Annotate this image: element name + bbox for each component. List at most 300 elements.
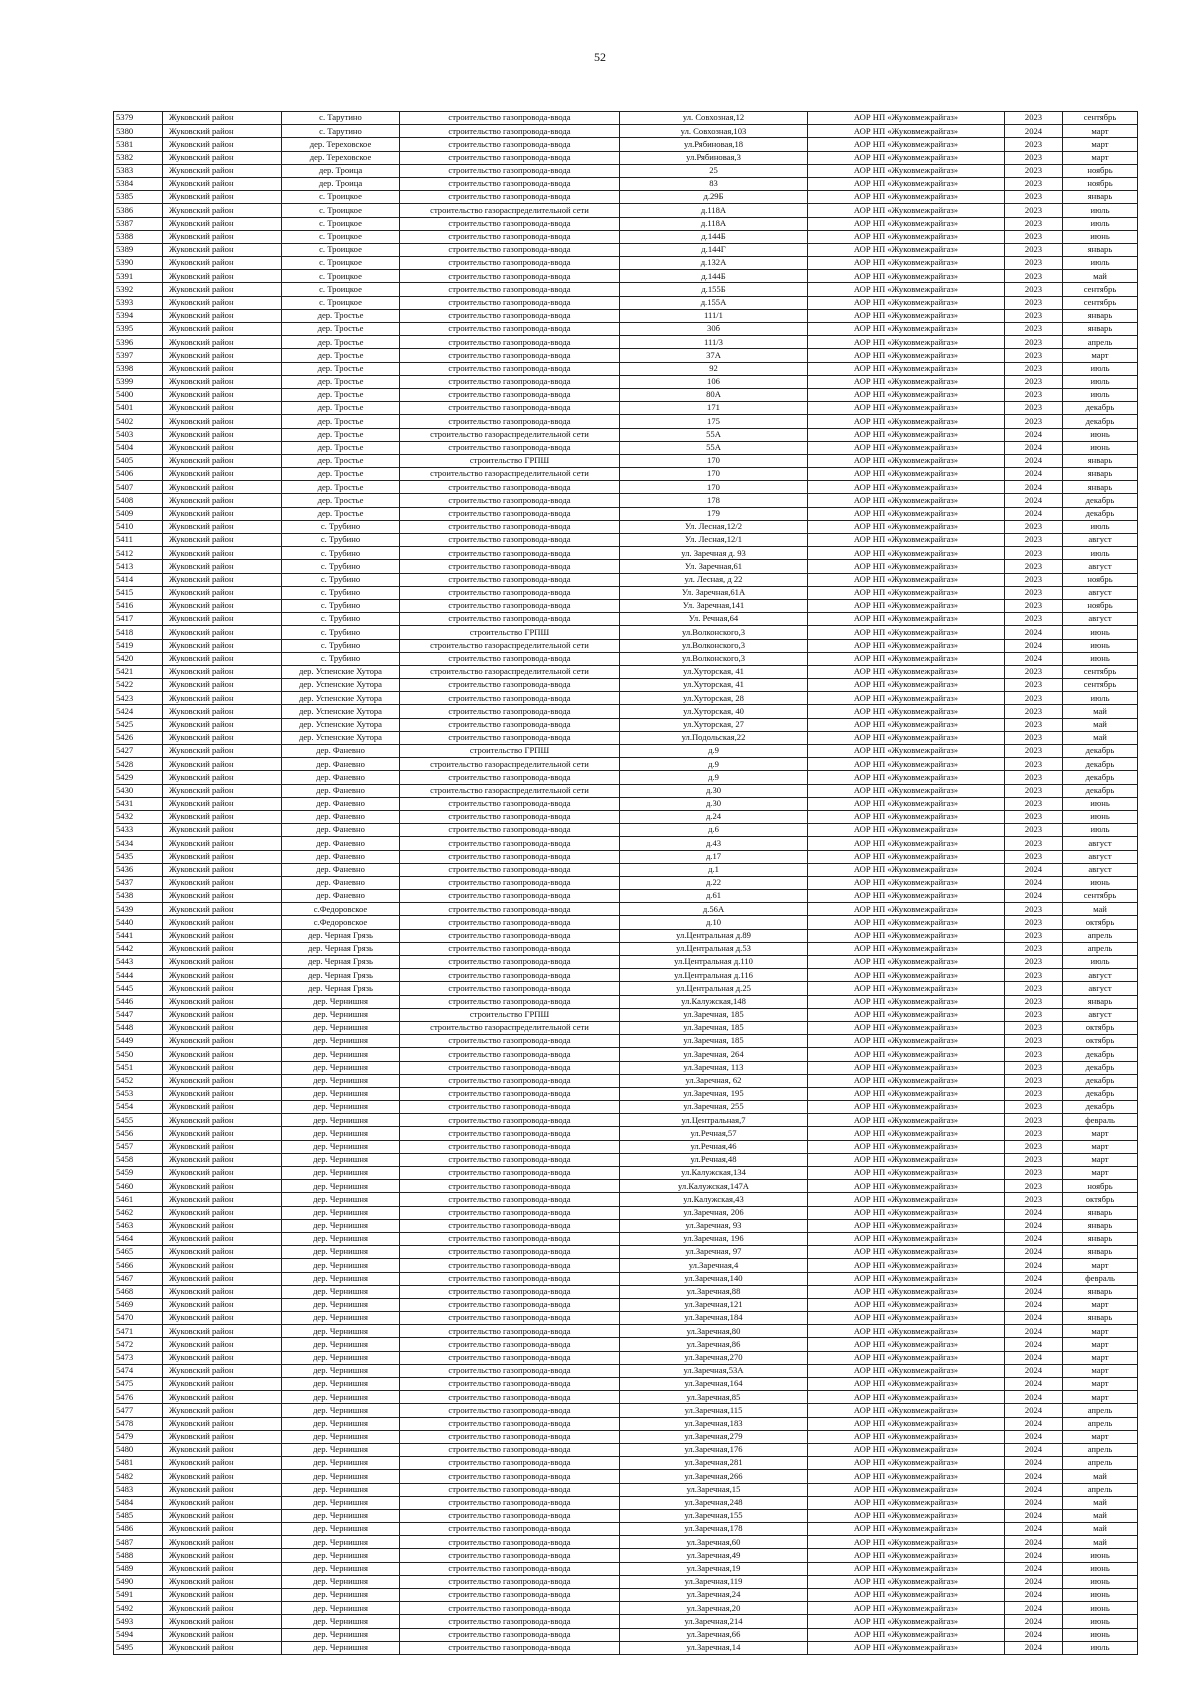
table-row — [114, 586, 1138, 599]
year-cell: 2023 — [1005, 1087, 1063, 1100]
district-cell: Жуковский район — [163, 784, 282, 797]
table-row — [114, 942, 1138, 955]
month-cell: май — [1063, 1523, 1138, 1536]
work-type-cell: строительство газопровода-ввода — [400, 441, 620, 454]
work-type-cell: строительство газораспределительной сети — [400, 204, 620, 217]
district-cell: Жуковский район — [163, 665, 282, 678]
year-cell: 2024 — [1005, 441, 1063, 454]
address-cell: ул.Речная,46 — [620, 1140, 808, 1153]
row-number: 5465 — [114, 1246, 163, 1259]
table-row — [114, 1430, 1138, 1443]
settlement-cell: дер. Успенские Хутора — [282, 718, 400, 731]
address-cell: 37А — [620, 349, 808, 362]
contractor-cell: АОР НП «Жуковмежрайгаз» — [808, 1219, 1005, 1232]
month-cell: январь — [1063, 1206, 1138, 1219]
month-cell: январь — [1063, 481, 1138, 494]
district-cell: Жуковский район — [163, 1298, 282, 1311]
work-type-cell: строительство газопровода-ввода — [400, 1167, 620, 1180]
year-cell: 2024 — [1005, 1417, 1063, 1430]
table-row — [114, 1219, 1138, 1232]
year-cell: 2024 — [1005, 890, 1063, 903]
row-number: 5389 — [114, 243, 163, 256]
contractor-cell: АОР НП «Жуковмежрайгаз» — [808, 1021, 1005, 1034]
month-cell: июль — [1063, 204, 1138, 217]
address-cell: ул.Речная,48 — [620, 1153, 808, 1166]
year-cell: 2024 — [1005, 863, 1063, 876]
work-type-cell: строительство газопровода-ввода — [400, 349, 620, 362]
month-cell: декабрь — [1063, 784, 1138, 797]
year-cell: 2023 — [1005, 204, 1063, 217]
work-type-cell: строительство газопровода-ввода — [400, 534, 620, 547]
row-number: 5481 — [114, 1457, 163, 1470]
table-row — [114, 758, 1138, 771]
address-cell: ул.Заречная,15 — [620, 1483, 808, 1496]
month-cell: сентябрь — [1063, 283, 1138, 296]
year-cell: 2024 — [1005, 1272, 1063, 1285]
contractor-cell: АОР НП «Жуковмежрайгаз» — [808, 1140, 1005, 1153]
month-cell: январь — [1063, 243, 1138, 256]
district-cell: Жуковский район — [163, 336, 282, 349]
row-number: 5479 — [114, 1430, 163, 1443]
work-type-cell: строительство газопровода-ввода — [400, 956, 620, 969]
table-row — [114, 362, 1138, 375]
address-cell: 175 — [620, 415, 808, 428]
year-cell: 2023 — [1005, 1048, 1063, 1061]
month-cell: декабрь — [1063, 771, 1138, 784]
work-type-cell: строительство газопровода-ввода — [400, 375, 620, 388]
district-cell: Жуковский район — [163, 1562, 282, 1575]
table-row — [114, 507, 1138, 520]
work-type-cell: строительство газопровода-ввода — [400, 415, 620, 428]
district-cell: Жуковский район — [163, 1483, 282, 1496]
row-number: 5488 — [114, 1549, 163, 1562]
contractor-cell: АОР НП «Жуковмежрайгаз» — [808, 731, 1005, 744]
settlement-cell: дер. Чернишня — [282, 1641, 400, 1654]
row-number: 5442 — [114, 942, 163, 955]
year-cell: 2023 — [1005, 718, 1063, 731]
contractor-cell: АОР НП «Жуковмежрайгаз» — [808, 1259, 1005, 1272]
table-row — [114, 1074, 1138, 1087]
table-row — [114, 1351, 1138, 1364]
work-type-cell: строительство газопровода-ввода — [400, 1087, 620, 1100]
month-cell: апрель — [1063, 942, 1138, 955]
row-number: 5483 — [114, 1483, 163, 1496]
row-number: 5439 — [114, 903, 163, 916]
year-cell: 2023 — [1005, 995, 1063, 1008]
district-cell: Жуковский район — [163, 745, 282, 758]
work-type-cell: строительство газопровода-ввода — [400, 1378, 620, 1391]
district-cell: Жуковский район — [163, 454, 282, 467]
month-cell: июнь — [1063, 230, 1138, 243]
address-cell: ул.Хуторская, 41 — [620, 679, 808, 692]
year-cell: 2023 — [1005, 797, 1063, 810]
table-row — [114, 639, 1138, 652]
row-number: 5383 — [114, 164, 163, 177]
row-number: 5403 — [114, 428, 163, 441]
row-number: 5443 — [114, 956, 163, 969]
address-cell: Ул. Лесная,12/2 — [620, 520, 808, 533]
address-cell: 170 — [620, 481, 808, 494]
year-cell: 2024 — [1005, 1232, 1063, 1245]
settlement-cell: дер. Чернишня — [282, 1602, 400, 1615]
table-row — [114, 164, 1138, 177]
year-cell: 2024 — [1005, 639, 1063, 652]
district-cell: Жуковский район — [163, 375, 282, 388]
contractor-cell: АОР НП «Жуковмежрайгаз» — [808, 1101, 1005, 1114]
table-row — [114, 903, 1138, 916]
district-cell: Жуковский район — [163, 243, 282, 256]
address-cell: ул.Заречная, 206 — [620, 1206, 808, 1219]
row-number: 5492 — [114, 1602, 163, 1615]
year-cell: 2024 — [1005, 1523, 1063, 1536]
row-number: 5489 — [114, 1562, 163, 1575]
settlement-cell: с. Трубино — [282, 520, 400, 533]
district-cell: Жуковский район — [163, 1140, 282, 1153]
row-number: 5400 — [114, 388, 163, 401]
year-cell: 2024 — [1005, 1364, 1063, 1377]
settlement-cell: дер. Чернишня — [282, 1549, 400, 1562]
table-row — [114, 824, 1138, 837]
address-cell: ул.Хуторская, 28 — [620, 692, 808, 705]
address-cell: ул.Рябиновая,18 — [620, 138, 808, 151]
table-row — [114, 1338, 1138, 1351]
year-cell: 2024 — [1005, 494, 1063, 507]
year-cell: 2023 — [1005, 270, 1063, 283]
work-type-cell: строительство газопровода-ввода — [400, 679, 620, 692]
district-cell: Жуковский район — [163, 1219, 282, 1232]
row-number: 5399 — [114, 375, 163, 388]
year-cell: 2024 — [1005, 1470, 1063, 1483]
contractor-cell: АОР НП «Жуковмежрайгаз» — [808, 151, 1005, 164]
settlement-cell: дер. Чернишня — [282, 1378, 400, 1391]
month-cell: декабрь — [1063, 745, 1138, 758]
address-cell: ул.Хуторская, 41 — [620, 665, 808, 678]
address-cell: д.1 — [620, 863, 808, 876]
contractor-cell: АОР НП «Жуковмежрайгаз» — [808, 1061, 1005, 1074]
month-cell: март — [1063, 1167, 1138, 1180]
settlement-cell: дер. Чернишня — [282, 1232, 400, 1245]
settlement-cell: дер. Чернишня — [282, 1074, 400, 1087]
district-cell: Жуковский район — [163, 1351, 282, 1364]
year-cell: 2023 — [1005, 177, 1063, 190]
row-number: 5418 — [114, 626, 163, 639]
year-cell: 2024 — [1005, 1259, 1063, 1272]
district-cell: Жуковский район — [163, 599, 282, 612]
contractor-cell: АОР НП «Жуковмежрайгаз» — [808, 613, 1005, 626]
contractor-cell: АОР НП «Жуковмежрайгаз» — [808, 1232, 1005, 1245]
contractor-cell: АОР НП «Жуковмежрайгаз» — [808, 1127, 1005, 1140]
work-type-cell: строительство газопровода-ввода — [400, 771, 620, 784]
address-cell: 178 — [620, 494, 808, 507]
year-cell: 2024 — [1005, 1641, 1063, 1654]
month-cell: апрель — [1063, 929, 1138, 942]
settlement-cell: дер. Чернишня — [282, 1206, 400, 1219]
contractor-cell: АОР НП «Жуковмежрайгаз» — [808, 679, 1005, 692]
year-cell: 2023 — [1005, 138, 1063, 151]
year-cell: 2023 — [1005, 349, 1063, 362]
settlement-cell: дер. Успенские Хутора — [282, 692, 400, 705]
year-cell: 2023 — [1005, 665, 1063, 678]
work-type-cell: строительство газопровода-ввода — [400, 388, 620, 401]
district-cell: Жуковский район — [163, 1325, 282, 1338]
address-cell: д.17 — [620, 850, 808, 863]
row-number: 5487 — [114, 1536, 163, 1549]
district-cell: Жуковский район — [163, 1153, 282, 1166]
year-cell: 2023 — [1005, 705, 1063, 718]
month-cell: август — [1063, 863, 1138, 876]
table-row — [114, 520, 1138, 533]
year-cell: 2023 — [1005, 745, 1063, 758]
row-number: 5461 — [114, 1193, 163, 1206]
year-cell: 2023 — [1005, 1101, 1063, 1114]
settlement-cell: дер. Фаневно — [282, 797, 400, 810]
work-type-cell: строительство газопровода-ввода — [400, 613, 620, 626]
address-cell: д.10 — [620, 916, 808, 929]
contractor-cell: АОР НП «Жуковмежрайгаз» — [808, 1114, 1005, 1127]
settlement-cell: дер. Тростье — [282, 481, 400, 494]
settlement-cell: дер. Чернишня — [282, 1615, 400, 1628]
address-cell: 83 — [620, 177, 808, 190]
month-cell: сентябрь — [1063, 890, 1138, 903]
month-cell: август — [1063, 613, 1138, 626]
month-cell: октябрь — [1063, 1193, 1138, 1206]
year-cell: 2023 — [1005, 362, 1063, 375]
work-type-cell: строительство газопровода-ввода — [400, 890, 620, 903]
month-cell: декабрь — [1063, 494, 1138, 507]
year-cell: 2023 — [1005, 1180, 1063, 1193]
settlement-cell: дер. Чернишня — [282, 1338, 400, 1351]
work-type-cell: строительство ГРПШ — [400, 745, 620, 758]
table-row — [114, 626, 1138, 639]
address-cell: д.155А — [620, 296, 808, 309]
work-type-cell: строительство газопровода-ввода — [400, 402, 620, 415]
contractor-cell: АОР НП «Жуковмежрайгаз» — [808, 1430, 1005, 1443]
contractor-cell: АОР НП «Жуковмежрайгаз» — [808, 626, 1005, 639]
year-cell: 2024 — [1005, 468, 1063, 481]
contractor-cell: АОР НП «Жуковмежрайгаз» — [808, 573, 1005, 586]
work-type-cell: строительство газопровода-ввода — [400, 1325, 620, 1338]
table-row — [114, 1470, 1138, 1483]
table-row — [114, 230, 1138, 243]
contractor-cell: АОР НП «Жуковмежрайгаз» — [808, 454, 1005, 467]
address-cell: ул.Заречная, 264 — [620, 1048, 808, 1061]
row-number: 5495 — [114, 1641, 163, 1654]
month-cell: март — [1063, 1127, 1138, 1140]
contractor-cell: АОР НП «Жуковмежрайгаз» — [808, 1008, 1005, 1021]
year-cell: 2023 — [1005, 850, 1063, 863]
table-row — [114, 771, 1138, 784]
district-cell: Жуковский район — [163, 982, 282, 995]
row-number: 5432 — [114, 810, 163, 823]
table-row — [114, 1523, 1138, 1536]
address-cell: д.22 — [620, 876, 808, 889]
table-row — [114, 204, 1138, 217]
row-number: 5404 — [114, 441, 163, 454]
address-cell: д.29Б — [620, 191, 808, 204]
month-cell: январь — [1063, 995, 1138, 1008]
settlement-cell: дер. Чернишня — [282, 1483, 400, 1496]
work-type-cell: строительство газораспределительной сети — [400, 468, 620, 481]
month-cell: июль — [1063, 375, 1138, 388]
address-cell: ул.Заречная,155 — [620, 1509, 808, 1522]
work-type-cell: строительство газопровода-ввода — [400, 1483, 620, 1496]
contractor-cell: АОР НП «Жуковмежрайгаз» — [808, 494, 1005, 507]
address-cell: ул.Заречная,176 — [620, 1443, 808, 1456]
address-cell: д.118А — [620, 217, 808, 230]
settlement-cell: дер. Фаневно — [282, 758, 400, 771]
work-type-cell: строительство ГРПШ — [400, 1008, 620, 1021]
district-cell: Жуковский район — [163, 639, 282, 652]
district-cell: Жуковский район — [163, 415, 282, 428]
row-number: 5458 — [114, 1153, 163, 1166]
address-cell: ул.Заречная,214 — [620, 1615, 808, 1628]
district-cell: Жуковский район — [163, 125, 282, 138]
table-row — [114, 797, 1138, 810]
month-cell: февраль — [1063, 1114, 1138, 1127]
month-cell: июнь — [1063, 797, 1138, 810]
work-type-cell: строительство газопровода-ввода — [400, 362, 620, 375]
settlement-cell: с. Трубино — [282, 586, 400, 599]
table-row — [114, 1589, 1138, 1602]
settlement-cell: дер. Чернишня — [282, 1061, 400, 1074]
settlement-cell: дер. Тростье — [282, 428, 400, 441]
row-number: 5462 — [114, 1206, 163, 1219]
address-cell: ул.Заречная,49 — [620, 1549, 808, 1562]
month-cell: июль — [1063, 692, 1138, 705]
work-type-cell: строительство газопровода-ввода — [400, 969, 620, 982]
contractor-cell: АОР НП «Жуковмежрайгаз» — [808, 1180, 1005, 1193]
settlement-cell: дер. Чернишня — [282, 1035, 400, 1048]
table-row — [114, 1021, 1138, 1034]
month-cell: октябрь — [1063, 1021, 1138, 1034]
settlement-cell: с. Троицкое — [282, 296, 400, 309]
address-cell: ул.Центральная д.110 — [620, 956, 808, 969]
district-cell: Жуковский район — [163, 560, 282, 573]
district-cell: Жуковский район — [163, 1338, 282, 1351]
contractor-cell: АОР НП «Жуковмежрайгаз» — [808, 890, 1005, 903]
month-cell: июль — [1063, 1641, 1138, 1654]
work-type-cell: строительство газопровода-ввода — [400, 1351, 620, 1364]
year-cell: 2023 — [1005, 1167, 1063, 1180]
row-number: 5454 — [114, 1101, 163, 1114]
month-cell: март — [1063, 1391, 1138, 1404]
work-type-cell: строительство газопровода-ввода — [400, 850, 620, 863]
settlement-cell: с. Трубино — [282, 534, 400, 547]
contractor-cell: АОР НП «Жуковмежрайгаз» — [808, 1193, 1005, 1206]
contractor-cell: АОР НП «Жуковмежрайгаз» — [808, 468, 1005, 481]
contractor-cell: АОР НП «Жуковмежрайгаз» — [808, 1483, 1005, 1496]
table-row — [114, 969, 1138, 982]
work-type-cell: строительство газопровода-ввода — [400, 1509, 620, 1522]
year-cell: 2024 — [1005, 481, 1063, 494]
contractor-cell: АОР НП «Жуковмежрайгаз» — [808, 270, 1005, 283]
district-cell: Жуковский район — [163, 1021, 282, 1034]
year-cell: 2023 — [1005, 415, 1063, 428]
settlement-cell: с. Тарутино — [282, 125, 400, 138]
month-cell: сентябрь — [1063, 665, 1138, 678]
district-cell: Жуковский район — [163, 995, 282, 1008]
settlement-cell: дер. Чернишня — [282, 1443, 400, 1456]
district-cell: Жуковский район — [163, 863, 282, 876]
row-number: 5444 — [114, 969, 163, 982]
table-row — [114, 125, 1138, 138]
district-cell: Жуковский район — [163, 1180, 282, 1193]
month-cell: май — [1063, 1509, 1138, 1522]
settlement-cell: с. Трубино — [282, 613, 400, 626]
district-cell: Жуковский район — [163, 758, 282, 771]
settlement-cell: дер. Чернишня — [282, 1246, 400, 1259]
district-cell: Жуковский район — [163, 520, 282, 533]
month-cell: апрель — [1063, 1457, 1138, 1470]
month-cell: август — [1063, 969, 1138, 982]
contractor-cell: АОР НП «Жуковмежрайгаз» — [808, 652, 1005, 665]
settlement-cell: дер. Фаневно — [282, 784, 400, 797]
year-cell: 2023 — [1005, 112, 1063, 125]
year-cell: 2024 — [1005, 1536, 1063, 1549]
month-cell: март — [1063, 1325, 1138, 1338]
year-cell: 2023 — [1005, 191, 1063, 204]
settlement-cell: дер. Тростье — [282, 507, 400, 520]
table-row — [114, 1114, 1138, 1127]
settlement-cell: дер. Чернишня — [282, 1391, 400, 1404]
address-cell: ул.Заречная,20 — [620, 1602, 808, 1615]
month-cell: май — [1063, 903, 1138, 916]
settlement-cell: с. Тарутино — [282, 112, 400, 125]
contractor-cell: АОР НП «Жуковмежрайгаз» — [808, 1443, 1005, 1456]
address-cell: ул.Заречная, 255 — [620, 1101, 808, 1114]
work-type-cell: строительство газопровода-ввода — [400, 1272, 620, 1285]
year-cell: 2023 — [1005, 679, 1063, 692]
year-cell: 2023 — [1005, 586, 1063, 599]
row-number: 5406 — [114, 468, 163, 481]
table-row — [114, 1035, 1138, 1048]
row-number: 5438 — [114, 890, 163, 903]
address-cell: д.30 — [620, 784, 808, 797]
row-number: 5478 — [114, 1417, 163, 1430]
address-cell: ул.Волконского,3 — [620, 639, 808, 652]
address-cell: ул.Калужская,43 — [620, 1193, 808, 1206]
settlement-cell: дер. Чернишня — [282, 1364, 400, 1377]
row-number: 5402 — [114, 415, 163, 428]
address-cell: ул.Волконского,3 — [620, 626, 808, 639]
year-cell: 2023 — [1005, 982, 1063, 995]
row-number: 5388 — [114, 230, 163, 243]
district-cell: Жуковский район — [163, 468, 282, 481]
work-type-cell: строительство газопровода-ввода — [400, 837, 620, 850]
month-cell: июнь — [1063, 1615, 1138, 1628]
address-cell: ул.Заречная, 113 — [620, 1061, 808, 1074]
settlement-cell: дер. Чернишня — [282, 995, 400, 1008]
row-number: 5385 — [114, 191, 163, 204]
work-type-cell: строительство газопровода-ввода — [400, 1312, 620, 1325]
table-row — [114, 745, 1138, 758]
settlement-cell: дер. Чернишня — [282, 1496, 400, 1509]
table-row — [114, 191, 1138, 204]
work-type-cell: строительство газопровода-ввода — [400, 151, 620, 164]
address-cell: 80А — [620, 388, 808, 401]
row-number: 5470 — [114, 1312, 163, 1325]
district-cell: Жуковский район — [163, 323, 282, 336]
district-cell: Жуковский район — [163, 217, 282, 230]
work-type-cell: строительство газопровода-ввода — [400, 1417, 620, 1430]
contractor-cell: АОР НП «Жуковмежрайгаз» — [808, 1536, 1005, 1549]
month-cell: сентябрь — [1063, 112, 1138, 125]
month-cell: март — [1063, 1153, 1138, 1166]
month-cell: декабрь — [1063, 402, 1138, 415]
settlement-cell: дер. Тростье — [282, 415, 400, 428]
table-body — [114, 112, 1138, 1655]
table-row — [114, 1048, 1138, 1061]
